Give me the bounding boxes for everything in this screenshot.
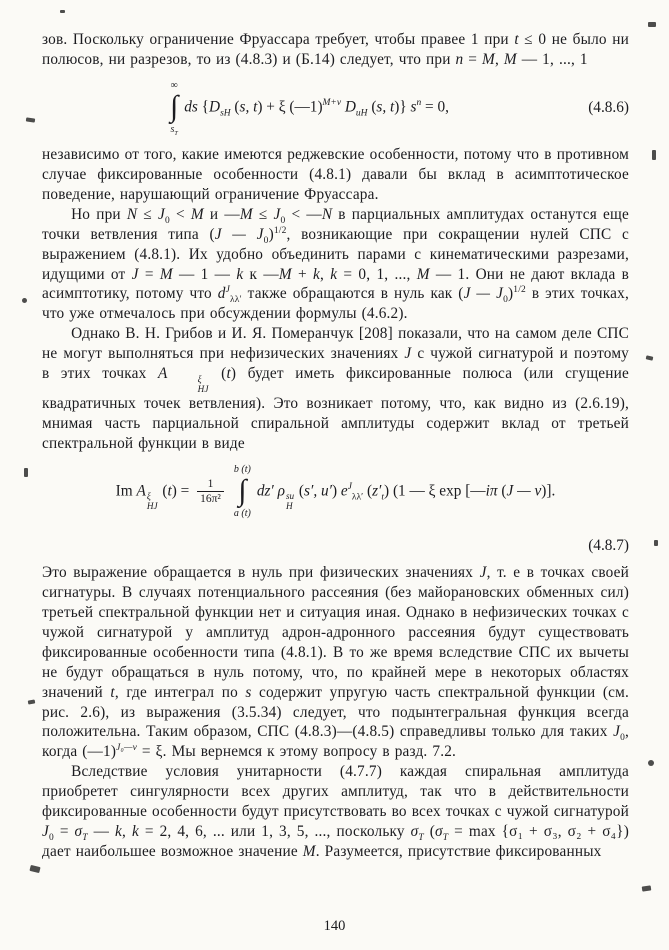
text-run: = ξ. Мы вернемся к этому вопросу в разд. 7.2. bbox=[136, 743, 457, 761]
text-run: J bbox=[273, 205, 281, 223]
paragraph bbox=[42, 563, 629, 762]
text-run: J bbox=[613, 723, 621, 741]
text-run: , где интеграл по bbox=[114, 683, 246, 701]
formula-body bbox=[42, 80, 571, 136]
stack-superscript: su bbox=[285, 491, 295, 502]
text-run: ( bbox=[367, 98, 377, 116]
text-run: = bbox=[138, 265, 160, 283]
text-run: ) + ξ (—1) bbox=[257, 98, 323, 116]
text-run: N bbox=[321, 205, 333, 223]
text-run: )} bbox=[394, 98, 411, 116]
text-run: )]. bbox=[541, 482, 556, 500]
integral bbox=[170, 80, 178, 136]
text-run: t bbox=[514, 31, 519, 48]
text-run: с чужой сигнатурой и поэтому в этих точках bbox=[42, 345, 630, 382]
text-run: зов. Поскольку ограничение Фруассара требует, чтобы правее 1 при bbox=[42, 31, 515, 48]
text-run: — 1 — bbox=[172, 265, 237, 283]
text-run: ) (1 — ξ exp [— bbox=[384, 482, 486, 500]
text-run: ∞ bbox=[170, 79, 178, 91]
text-run: k bbox=[313, 265, 320, 283]
text-run: ≤ bbox=[137, 205, 158, 223]
sup-sub-stack bbox=[169, 374, 209, 394]
stack-superscript: ξ bbox=[197, 374, 202, 385]
text-run: M bbox=[482, 50, 495, 68]
sup-sub-stack bbox=[147, 491, 158, 511]
text-run: < bbox=[169, 205, 191, 223]
equation-number: (4.8.6) bbox=[588, 98, 629, 116]
text-run: D bbox=[209, 98, 221, 116]
text-run: — bbox=[87, 822, 116, 840]
text-run: = 0, bbox=[421, 98, 449, 116]
fraction-numerator: 1 bbox=[207, 477, 214, 490]
scan-artifact bbox=[648, 22, 656, 27]
superscript-run: n bbox=[416, 97, 422, 108]
superscript-run: 1/2 bbox=[513, 285, 526, 296]
text-run: = bbox=[53, 822, 75, 840]
formula-body bbox=[42, 464, 629, 520]
text-run: ( bbox=[158, 482, 168, 500]
text-run: M bbox=[302, 842, 316, 860]
text-run: — 1. Они не дают вклада в асимптотику, потому что bbox=[42, 265, 630, 303]
text-run: { bbox=[201, 98, 210, 116]
text-run: k bbox=[236, 265, 244, 283]
text-run: ds bbox=[184, 98, 202, 116]
text-run: a (t) bbox=[233, 508, 251, 519]
text-run: к — bbox=[243, 265, 279, 283]
text-run: s bbox=[245, 683, 252, 701]
text-run: независимо от того, какие имеются реджевские особенности, потому что в противном случае фиксированные особенности (4.8.1) давали бы вклад в асимптотическое поведение, нарушающий ограничение Фруассара. bbox=[42, 146, 629, 204]
paragraph bbox=[42, 324, 629, 454]
subscript-run: 0 bbox=[48, 832, 54, 843]
text-run: содержит упругую часть спектральной функции (см. рис. 2.6), из выражения (3.5.34) следует, что подынтегральная функция всегда положительна. Таким образом, СПС (4.8.3)—(4.8.5) справедливы только для таких bbox=[42, 683, 629, 741]
text-run: J — J bbox=[463, 285, 504, 303]
text-run: A bbox=[157, 364, 168, 382]
text-run: d bbox=[217, 285, 226, 303]
superscript-run: J bbox=[347, 482, 352, 493]
text-run: A bbox=[136, 482, 146, 500]
text-run: N bbox=[126, 205, 138, 223]
text-run: + bbox=[291, 265, 314, 283]
scan-artifact bbox=[652, 150, 656, 160]
text-run: D bbox=[344, 98, 356, 116]
subscript-run: T bbox=[418, 832, 424, 843]
integral-lower-limit bbox=[234, 508, 251, 520]
text-run: z′ bbox=[372, 482, 382, 500]
text-run: ) bbox=[508, 285, 514, 303]
scan-artifact bbox=[22, 298, 27, 303]
text-run: , bbox=[122, 822, 132, 840]
text-run: = max {σ₁ + σ₃, σ₂ + σ₄}) дает наибольшее возможное значение bbox=[42, 822, 629, 860]
paragraph bbox=[42, 30, 629, 70]
fraction bbox=[197, 477, 224, 507]
text-run: , возникающие при сокращении нулей СПС с выражением (4.8.1). Их удобно объединить парами с кинематическими разрезами, идущими от bbox=[42, 225, 629, 283]
text-run: , bbox=[320, 265, 331, 283]
text-run: ( bbox=[423, 822, 436, 840]
superscript-run: J bbox=[225, 285, 230, 296]
text-run: Но при bbox=[71, 205, 127, 223]
scan-artifact bbox=[24, 468, 28, 477]
text-run: t bbox=[226, 364, 231, 382]
subscript-run: t bbox=[381, 492, 385, 503]
text-run: M bbox=[159, 265, 173, 283]
subscript-run: uH bbox=[355, 108, 368, 119]
fraction-denominator: 16π² bbox=[197, 491, 224, 506]
text-run: ) bbox=[268, 225, 274, 243]
integral-sign: ∫ bbox=[170, 90, 179, 124]
text-run: M bbox=[190, 205, 204, 223]
subscript-run: T bbox=[82, 832, 88, 843]
equation-number-row bbox=[42, 536, 629, 556]
text-run: Вследствие условия унитарности (4.7.7) каждая спиральная амплитуда приобретет сингулярности всех других амплитуд, так что в действительности фиксированные особенности будут присутствовать во всех точках с чужой сигнатурой bbox=[42, 763, 629, 820]
scan-artifact bbox=[60, 10, 65, 13]
text-run: также обращаются в нуль как ( bbox=[241, 285, 464, 303]
subscript-run: 0 bbox=[263, 235, 269, 246]
text-run: ( bbox=[295, 482, 305, 500]
page-number: 140 bbox=[323, 918, 346, 935]
text-run: e bbox=[340, 482, 348, 500]
text-run: iπ bbox=[485, 482, 498, 500]
text-run: σ bbox=[435, 822, 443, 840]
scan-artifact bbox=[29, 865, 40, 873]
text-run: , т. е в точках своей сигнатуры. В случаях потенциального рассеяния (без майорановских обменных сил) третьей спектральной функции нет и ситуация иная. Однако в нефизических точках с чужой сигнатурой у амплитуд адрон-адронного рассеяния будут существовать фиксированные особенности типа (4.8.1). В то же время вследствие СПС их вычеты не будут обращаться в нуль потому, что, по крайней мере в некоторых областях значений bbox=[42, 564, 629, 701]
text-run: ) = bbox=[171, 482, 194, 500]
scan-artifact bbox=[648, 760, 654, 766]
text-run: J bbox=[479, 564, 487, 582]
text-run: J — J bbox=[214, 225, 264, 243]
text-run: M bbox=[416, 265, 430, 283]
text-run: в парциальных амплитудах останутся еще точки ветвления типа ( bbox=[42, 205, 629, 243]
text-run: dz′ bbox=[256, 482, 278, 500]
text-run: ( bbox=[230, 98, 240, 116]
superscript-run: J₀—v bbox=[116, 743, 137, 754]
text-run: M bbox=[239, 205, 253, 223]
subscript-run: sH bbox=[220, 108, 231, 119]
scan-artifact bbox=[26, 117, 35, 122]
text-run: Однако В. Н. Грибов и И. Я. Померанчук [208] показали, что на самом деле СПС не могут выполняться при нефизических значениях bbox=[42, 325, 629, 363]
page-body bbox=[42, 30, 629, 862]
text-run: σ bbox=[410, 822, 419, 840]
scan-artifact bbox=[646, 355, 654, 360]
superscript-run: 1/2 bbox=[273, 225, 287, 236]
superscript-run: M+v bbox=[322, 97, 342, 108]
text-run: M bbox=[278, 265, 292, 283]
text-run: , bbox=[494, 50, 504, 68]
text-run: = 0, 1, ..., bbox=[337, 265, 417, 283]
text-run: t bbox=[167, 482, 172, 500]
text-run: ) будет иметь фиксированные полюса (или сгущение квадратичных точек ветвления). Это возникает потому, что, как видно из (2.6.19), мнимая часть парциальной спиральной амплитуды содержит вклад от третьей спектральной функции в виде bbox=[42, 364, 629, 453]
subscript-run: λλ′ bbox=[351, 492, 364, 503]
text-run: в этих точках, что уже отмечалось при обсуждении формулы (4.6.2). bbox=[42, 285, 629, 323]
text-run: = bbox=[463, 50, 483, 68]
text-run: = 2, 4, 6, ... или 1, 3, 5, ..., поскольку bbox=[138, 822, 411, 840]
text-run: Im bbox=[115, 482, 137, 500]
text-run: ≤ 0 не было ни полюсов, ни разрезов, то из (4.8.3) и (Б.14) следует, что при bbox=[42, 31, 629, 68]
text-run: k bbox=[131, 822, 139, 840]
stack-subscript: H bbox=[285, 501, 293, 512]
text-run: M bbox=[503, 50, 517, 68]
text-run: s′, u′ bbox=[304, 482, 332, 500]
subscript-run: 0 bbox=[280, 216, 286, 227]
text-run: J bbox=[157, 205, 165, 223]
text-run: σ bbox=[74, 822, 83, 840]
text-run: ( bbox=[497, 482, 507, 500]
display-formula bbox=[42, 80, 629, 136]
text-run: J — v bbox=[506, 482, 542, 500]
text-run: k bbox=[115, 822, 123, 840]
subscript-run: 0 bbox=[164, 216, 170, 227]
subscript-run: T bbox=[442, 832, 449, 843]
text-run: < — bbox=[285, 205, 322, 223]
text-run: — 1, ..., 1 bbox=[516, 50, 588, 68]
integral bbox=[234, 464, 251, 520]
stack-superscript: ξ bbox=[146, 491, 151, 502]
equation-number: (4.8.7) bbox=[588, 536, 629, 554]
text-run: k bbox=[330, 265, 338, 283]
text-run: ( bbox=[363, 482, 373, 500]
stack-subscript: HJ bbox=[146, 501, 158, 512]
text-run: J bbox=[404, 345, 412, 363]
subscript-run: T bbox=[174, 129, 178, 137]
stack-subscript: HJ bbox=[197, 384, 209, 395]
text-run: ) bbox=[331, 482, 341, 500]
text-run: ρ bbox=[277, 482, 285, 500]
display-formula bbox=[42, 464, 629, 520]
text-run: s, t bbox=[239, 98, 258, 116]
text-run: n bbox=[455, 50, 464, 68]
text-run: b (t) bbox=[233, 463, 251, 475]
integral-sign: ∫ bbox=[238, 474, 247, 508]
text-run: ( bbox=[209, 364, 227, 382]
paragraph bbox=[42, 762, 629, 861]
subscript-run: λλ′ bbox=[229, 295, 242, 306]
text-run: J bbox=[131, 265, 139, 283]
text-run: t bbox=[110, 683, 115, 701]
text-run: s bbox=[410, 98, 417, 116]
subscript-run: 0 bbox=[503, 295, 508, 306]
paragraph bbox=[42, 205, 629, 324]
text-run: , когда (—1) bbox=[42, 723, 629, 761]
text-run: ≤ bbox=[252, 205, 274, 223]
text-run: Это выражение обращается в нуль при физических значениях bbox=[42, 564, 480, 582]
subscript-run: 0 bbox=[620, 733, 625, 744]
scan-artifact bbox=[654, 540, 658, 546]
text-run: и — bbox=[203, 205, 240, 223]
text-run: s bbox=[170, 123, 175, 135]
scan-artifact bbox=[642, 885, 652, 891]
text-run: . Разумеется, присутствие фиксированных bbox=[315, 842, 602, 860]
integral-lower-limit bbox=[170, 124, 177, 136]
text-run: J bbox=[42, 822, 49, 840]
sup-sub-stack bbox=[286, 491, 294, 511]
text-run: s, t bbox=[376, 98, 395, 116]
scan-artifact bbox=[28, 699, 36, 704]
paragraph bbox=[42, 145, 629, 205]
